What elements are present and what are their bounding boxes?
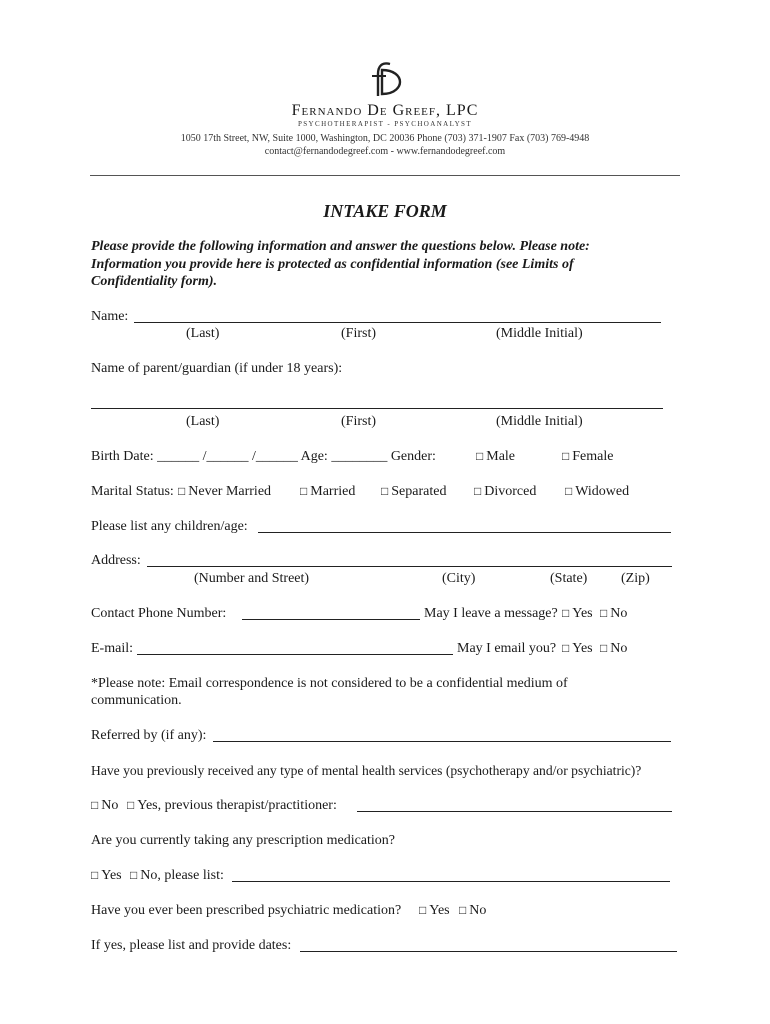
medication-yes-option[interactable]: □ Yes bbox=[91, 868, 122, 883]
if-yes-label: If yes, please list and provide dates: bbox=[91, 938, 292, 953]
header-divider bbox=[90, 175, 680, 176]
checkbox-icon[interactable]: □ bbox=[565, 484, 573, 498]
email-note-line-2: communication. bbox=[91, 693, 182, 708]
previous-services-question: Have you previously received any type of mental health services (psychotherapy and/or psychiatric)? bbox=[91, 763, 642, 778]
if-yes-field[interactable] bbox=[300, 951, 677, 952]
children-field[interactable] bbox=[258, 532, 671, 533]
checkbox-icon[interactable]: □ bbox=[127, 798, 135, 812]
psych-medication-question: Have you ever been prescribed psychiatric medication? bbox=[91, 903, 402, 918]
intro-line-3: Confidentiality form). bbox=[91, 274, 217, 289]
referred-field[interactable] bbox=[213, 741, 671, 742]
checkbox-icon[interactable]: □ bbox=[130, 868, 138, 882]
psych-med-yes-option[interactable]: □ Yes bbox=[419, 903, 450, 918]
medication-question: Are you currently taking any prescription medication? bbox=[91, 833, 396, 848]
checkbox-icon[interactable]: □ bbox=[91, 868, 99, 882]
logo-monogram bbox=[360, 60, 408, 100]
checkbox-icon[interactable]: □ bbox=[419, 903, 427, 917]
firm-subtitle: PSYCHOTHERAPIST - PSYCHOANALYST bbox=[297, 120, 473, 128]
email-you-question: May I email you? bbox=[457, 641, 557, 656]
checkbox-icon[interactable]: □ bbox=[562, 641, 570, 655]
checkbox-icon[interactable]: □ bbox=[600, 606, 608, 620]
checkbox-icon[interactable]: □ bbox=[476, 449, 484, 463]
email-label: E-mail: bbox=[91, 641, 133, 656]
checkbox-icon[interactable]: □ bbox=[474, 484, 482, 498]
firm-name: Fernando De Greef, LPC bbox=[291, 102, 479, 119]
email-field[interactable] bbox=[137, 654, 453, 655]
intro-line-1: Please provide the following information and answer the questions below. Please note: bbox=[91, 239, 590, 254]
gender-male-option[interactable]: □ Male bbox=[476, 449, 516, 464]
referred-label: Referred by (if any): bbox=[91, 728, 207, 743]
checkbox-icon[interactable]: □ bbox=[91, 798, 99, 812]
guardian-label: Name of parent/guardian (if under 18 years): bbox=[91, 361, 343, 376]
address-street-caption: (Number and Street) bbox=[194, 571, 310, 586]
marital-widowed[interactable]: □ Widowed bbox=[565, 484, 630, 499]
birth-age-gender-label: Birth Date: ______ /______ /______ Age: ________ Gender: bbox=[91, 449, 436, 464]
marital-divorced[interactable]: □ Divorced bbox=[474, 484, 537, 499]
email-yes-option[interactable]: □ Yes bbox=[562, 641, 593, 656]
children-label: Please list any children/age: bbox=[91, 519, 248, 534]
previous-services-yes-option[interactable]: □ Yes, previous therapist/practitioner: bbox=[127, 798, 337, 813]
guardian-middle-caption: (Middle Initial) bbox=[496, 414, 583, 429]
guardian-last-caption: (Last) bbox=[186, 414, 220, 429]
address-zip-caption: (Zip) bbox=[621, 571, 650, 586]
guardian-first-caption: (First) bbox=[341, 414, 376, 429]
message-yes-option[interactable]: □ Yes bbox=[562, 606, 593, 621]
psych-med-no-option[interactable]: □ No bbox=[459, 903, 487, 918]
firm-contact: contact@fernandodegreef.com - www.fernandodegreef.com bbox=[264, 146, 506, 157]
checkbox-icon[interactable]: □ bbox=[300, 484, 308, 498]
form-title: INTAKE FORM bbox=[323, 201, 447, 221]
marital-married[interactable]: □ Married bbox=[300, 484, 356, 499]
checkbox-icon[interactable]: □ bbox=[562, 606, 570, 620]
marital-separated[interactable]: □ Separated bbox=[381, 484, 447, 499]
intro-line-2: Information you provide here is protected as confidential information (see Limits of bbox=[91, 257, 574, 272]
gender-female-option[interactable]: □ Female bbox=[562, 449, 614, 464]
name-first-caption: (First) bbox=[341, 326, 376, 341]
name-field[interactable] bbox=[134, 322, 661, 323]
guardian-field[interactable] bbox=[91, 408, 663, 409]
marital-never-married[interactable]: □ Never Married bbox=[178, 484, 272, 499]
previous-therapist-field[interactable] bbox=[357, 811, 672, 812]
address-label: Address: bbox=[91, 553, 141, 568]
address-field[interactable] bbox=[147, 566, 672, 567]
firm-address: 1050 17th Street, NW, Suite 1000, Washington, DC 20036 Phone (703) 371-1907 Fax (703) 769-4948 bbox=[180, 133, 590, 144]
checkbox-icon[interactable]: □ bbox=[600, 641, 608, 655]
checkbox-icon[interactable]: □ bbox=[562, 449, 570, 463]
marital-label: Marital Status: bbox=[91, 484, 174, 499]
message-no-option[interactable]: □ No bbox=[600, 606, 628, 621]
address-city-caption: (City) bbox=[442, 571, 476, 586]
name-label: Name: bbox=[91, 309, 129, 324]
name-last-caption: (Last) bbox=[186, 326, 220, 341]
previous-services-no-option[interactable]: □ No bbox=[91, 798, 119, 813]
leave-message-question: May I leave a message? bbox=[424, 606, 558, 621]
medication-list-field[interactable] bbox=[232, 881, 670, 882]
email-note-line-1: *Please note: Email correspondence is not considered to be a confidential medium of bbox=[91, 676, 568, 691]
checkbox-icon[interactable]: □ bbox=[459, 903, 467, 917]
checkbox-icon[interactable]: □ bbox=[381, 484, 389, 498]
address-state-caption: (State) bbox=[550, 571, 588, 586]
medication-no-option[interactable]: □ No, please list: bbox=[130, 868, 224, 883]
name-middle-caption: (Middle Initial) bbox=[496, 326, 583, 341]
checkbox-icon[interactable]: □ bbox=[178, 484, 186, 498]
phone-field[interactable] bbox=[242, 619, 420, 620]
phone-label: Contact Phone Number: bbox=[91, 606, 227, 621]
email-no-option[interactable]: □ No bbox=[600, 641, 628, 656]
